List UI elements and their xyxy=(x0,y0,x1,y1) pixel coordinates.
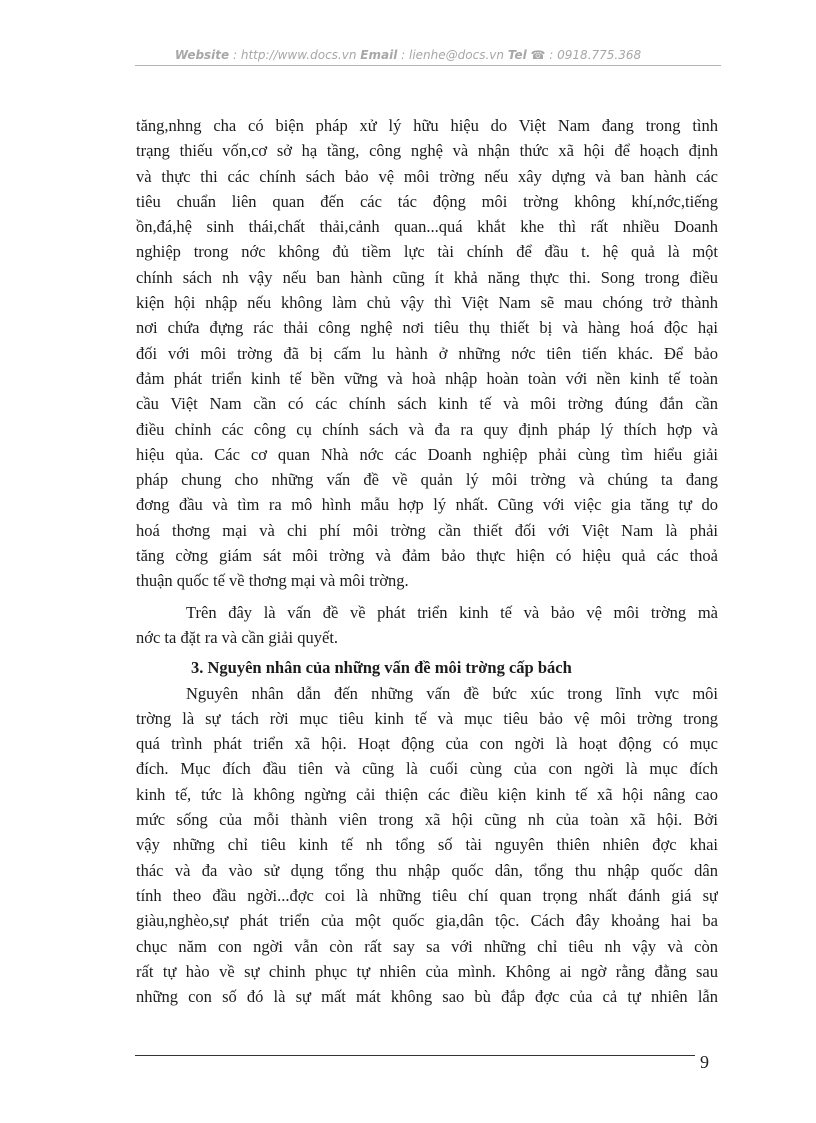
text-line: tiêu chuẩn liên quan đến các tác động môi trờng không khí,nớc,tiếng xyxy=(136,191,718,211)
text-line: trờng là sự tách rời mục tiêu kinh tế và mục tiêu bảo vệ môi trờng trong xyxy=(136,708,718,728)
text-line: hiệu qủa. Các cơ quan Nhà nớc các Doanh nghiệp phải cùng tìm hiểu giải xyxy=(136,444,718,464)
footer-divider xyxy=(135,1055,695,1056)
page-number: 9 xyxy=(700,1052,709,1072)
text-line: điều chỉnh các công cụ chính sách và đa ra quy định pháp lý thích hợp và xyxy=(136,419,718,439)
document-body xyxy=(136,113,718,1009)
text-line: kiện hội nhập nếu không làm chủ vậy thì Việt Nam sẽ mau chóng trở thành xyxy=(136,293,718,313)
text-line: đơng đầu và tìm ra mô hình mẫu hợp lý nhất. Cũng với việc gia tăng tự do xyxy=(136,495,718,515)
website-value: : http://www.docs.vn xyxy=(233,48,357,62)
text-line: thác và đa vào sử dụng tổng thu nhập quốc dân, tổng thu nhập quốc dân xyxy=(136,860,718,880)
text-line: tính theo đầu ngời...đợc coi là những tiêu chí quan trọng nhất đánh giá sự xyxy=(136,885,718,905)
text-line: chục năm con ngời vẫn còn rất say sa với những chỉ tiêu nh vậy và còn xyxy=(136,936,718,956)
tel-label: Tel xyxy=(507,48,527,62)
text-line: Trên đây là vấn đề về phát triển kinh tế và bảo vệ môi trờng mà xyxy=(186,602,718,622)
text-line: tăng cờng giám sát môi trờng và đảm bảo thực hiện có hiệu quả các thoả xyxy=(136,546,718,566)
page-header xyxy=(0,48,816,62)
text-line: Nguyên nhân dẫn đến những vấn đề bức xúc trong lĩnh vực môi xyxy=(186,683,718,703)
text-line: tăng,nhng cha có biện pháp xử lý hữu hiệu do Việt Nam đang trong tình xyxy=(136,116,718,135)
paragraph-2 xyxy=(136,600,718,651)
text-line: đối với môi trờng đã bị cấm lu hành ở những nớc tiên tiến khác. Để bảo xyxy=(136,343,718,363)
text-line: và thực thi các chính sách bảo vệ môi trờng nếu xây dựng và ban hành các xyxy=(136,166,718,186)
text-line: những con số đó là sự mất mát không sao bù đắp đợc của cả tự nhiên lẫn xyxy=(136,987,718,1007)
text-line: nơi chứa đựng rác thải công nghệ nơi tiêu thụ thiết bị và hàng hoá độc hại xyxy=(136,318,718,338)
text-line: chính sách nh vậy nếu ban hành cũng ít khả năng thực thi. Song trong điều xyxy=(136,267,718,287)
text-line: đích. Mục đích đầu tiên và cũng là cuối cùng của con ngời là mục đích xyxy=(136,759,718,779)
header-divider xyxy=(135,65,721,66)
text-line: pháp chung cho những vấn đề về quản lý môi trờng và chúng ta đang xyxy=(136,470,718,490)
paragraph-1 xyxy=(136,113,718,594)
text-line: hoá thơng mại và chi phí môi trờng cần thiết đối với Việt Nam là phải xyxy=(136,520,718,540)
text-line: nớc ta đặt ra và cần giải quyết. xyxy=(136,627,339,647)
section-heading: 3. Nguyên nhân của những vấn đề môi trờng cấp bách xyxy=(191,658,572,678)
text-line: giàu,nghèo,sự phát triển của một quốc gia,dân tộc. Cách đây khoảng hai ba xyxy=(136,911,718,931)
email-label: Email xyxy=(360,48,398,62)
text-line: đảm phát triển kinh tế bền vững và hoà nhập hoàn toàn với nền kinh tế toàn xyxy=(136,368,718,388)
text-line: ồn,đá,hệ sinh thái,chất thải,cảnh quan...quá khắt khe thì rất nhiều Doanh xyxy=(136,217,718,237)
text-line: quá trình phát triển xã hội. Hoạt động của con ngời là hoạt động có mục xyxy=(136,734,718,754)
paragraph-3 xyxy=(136,681,718,1010)
text-line: thuận quốc tế về thơng mại và môi trờng. xyxy=(136,571,409,591)
text-line: nghiệp trong nớc không đủ tiềm lực tài chính để đầu t. hệ quả là một xyxy=(136,242,718,262)
text-line: vậy những chỉ tiêu kinh tế nh tổng số tài nguyên thiên nhiên đợc khai xyxy=(136,835,718,855)
text-line: kinh tế, tức là không ngừng cải thiện các điều kiện kinh tế xã hội nâng cao xyxy=(136,784,718,804)
email-value: : lienhe@docs.vn xyxy=(401,48,504,62)
website-label: Website xyxy=(174,48,230,62)
text-line: mức sống của mỗi thành viên trong xã hội cũng nh của toàn xã hội. Bởi xyxy=(136,810,718,830)
text-line: trạng thiếu vốn,cơ sở hạ tầng, công nghệ và nhận thức xã hội để hoạch định xyxy=(136,141,718,161)
text-line: cầu Việt Nam cần có các chính sách kinh tế và môi trờng đúng đắn cần xyxy=(136,394,718,414)
text-line: rất tự hào về sự chinh phục tự nhiên của mình. Không ai ngờ rằng đằng sau xyxy=(136,961,718,981)
tel-value: ☎ : 0918.775.368 xyxy=(530,48,642,62)
